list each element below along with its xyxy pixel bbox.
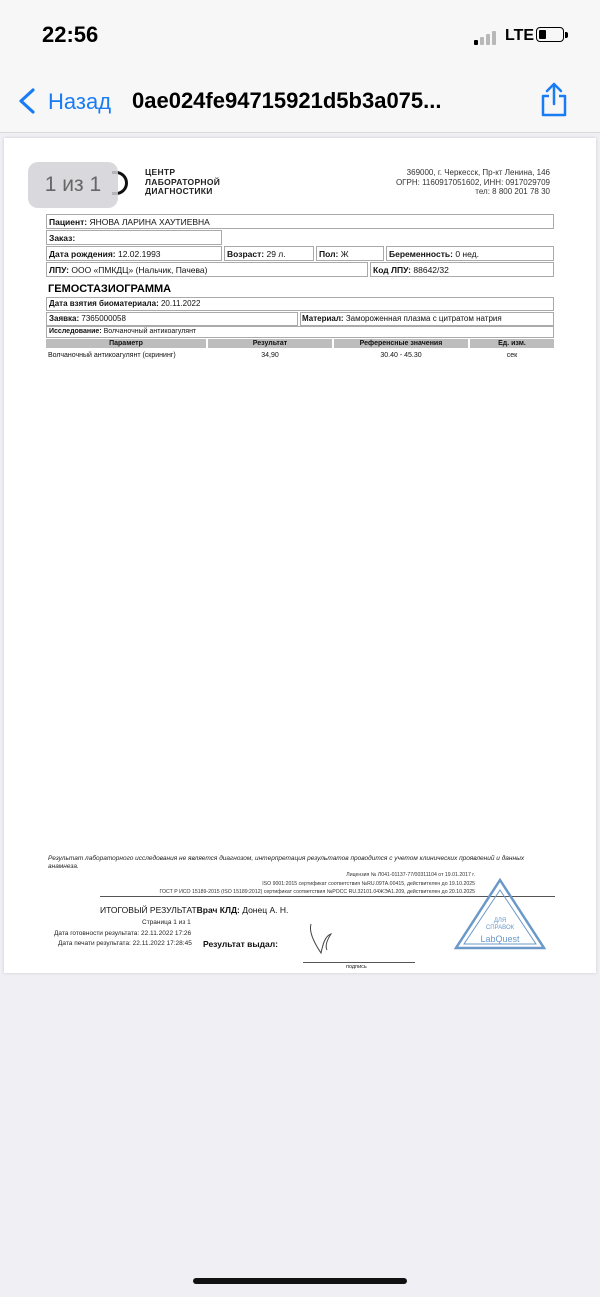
result-issued-label: Результат выдал: — [203, 939, 278, 949]
disclaimer: Результат лабораторного исследования не является диагнозом, интерпретация результатов проводится с учетом клинических проявлений и данных анамнеза. — [48, 855, 525, 870]
table-header-result: Результат — [208, 339, 332, 348]
ready-date: Дата готовности результата: 22.11.2022 17:26 — [54, 930, 192, 937]
age-row: Возраст: 29 л. — [227, 249, 286, 259]
pregnancy-row: Беременность: 0 нед. — [389, 249, 479, 259]
order-row: Заказ: — [49, 233, 76, 243]
sex-row: Пол: Ж — [319, 249, 349, 259]
network-type: LTE — [505, 27, 535, 44]
signature-icon — [305, 920, 335, 956]
lab-address: 369000, г. Черкесск, Пр-кт Ленина, 146 ОГРН: 1160917051602, ИНН: 0917029709 тел: 8 800 201 78 30 — [395, 168, 550, 196]
request-row: Заявка: 7365000058 — [49, 314, 126, 323]
battery-icon — [536, 27, 568, 44]
table-cell-param: Волчаночный антикоагулянт (скрининг) — [48, 352, 176, 359]
report-title: ГЕМОСТАЗИОГРАММА — [48, 283, 172, 295]
status-time: 22:56 — [42, 22, 99, 47]
study-row: Исследование: Волчаночный антикоагулянт — [49, 328, 197, 335]
status-bar — [0, 0, 600, 70]
lpu-code-row: Код ЛПУ: 88642/32 — [373, 265, 449, 275]
patient-row: Пациент: ЯНОВА ЛАРИНА ХАУТИЕВНА — [49, 217, 210, 227]
license-text: Лицензия № Л041-01137-77/00311104 от 19.01.2017 г. — [346, 872, 475, 878]
table-header-reference: Референсные значения — [334, 339, 468, 348]
table-cell-reference: 30.40 - 45.30 — [380, 352, 422, 359]
table-header-param: Параметр — [46, 339, 206, 348]
material-row: Материал: Замороженная плазма с цитратом натрия — [302, 314, 502, 323]
print-date: Дата печати результата: 22.11.2022 17:28:45 — [58, 940, 192, 947]
iso-certificate-2: ГОСТ Р ИСО 15189-2015 (ISO 15189:2012) сертификат соответствия №РОСС RU.32101.04ЖЭА1.209, действителен до 20.10.2025 — [159, 889, 475, 895]
lpu-row: ЛПУ: ООО «ПМКДЦ» (Нальчик, Пачева) — [49, 265, 208, 275]
chevron-left-icon[interactable] — [16, 87, 38, 115]
svg-text:СПРАВОК: СПРАВОК — [485, 925, 515, 931]
share-icon[interactable] — [538, 82, 570, 118]
sample-date-row: Дата взятия биоматериала: 20.11.2022 — [49, 299, 201, 308]
navigation-bar — [0, 70, 600, 133]
table-header-unit: Ед. изм. — [470, 339, 554, 348]
signal-icon — [474, 29, 500, 45]
lab-name: ЦЕНТР ЛАБОРАТОРНОЙ ДИАГНОСТИКИ — [145, 167, 221, 196]
svg-text:ДЛЯ: ДЛЯ — [493, 918, 507, 924]
table-cell-unit: сек — [506, 352, 518, 359]
back-button[interactable]: Назад — [48, 89, 112, 114]
page-indicator: 1 из 1 — [28, 162, 118, 208]
svg-text:LabQuest: LabQuest — [480, 934, 520, 944]
iso-certificate-1: ISO 9001:2015 сертификат соответствия №RU.09ТА.00415, действителен до 19.10.2025 — [262, 881, 475, 887]
dob-row: Дата рождения: 12.02.1993 — [49, 249, 161, 259]
table-cell-result: 34,90 — [261, 352, 279, 359]
home-indicator[interactable] — [193, 1278, 407, 1284]
signature-caption: подпись — [346, 964, 367, 970]
signature-line — [303, 962, 415, 963]
document-title: 0ae024fe94715921d5b3a075... — [132, 88, 442, 113]
lab-stamp-icon — [452, 876, 548, 952]
page-info: Страница 1 из 1 — [142, 919, 191, 926]
final-result-row: ИТОГОВЫЙ РЕЗУЛЬТАТВрач КЛД: Донец А. Н. — [100, 905, 289, 915]
